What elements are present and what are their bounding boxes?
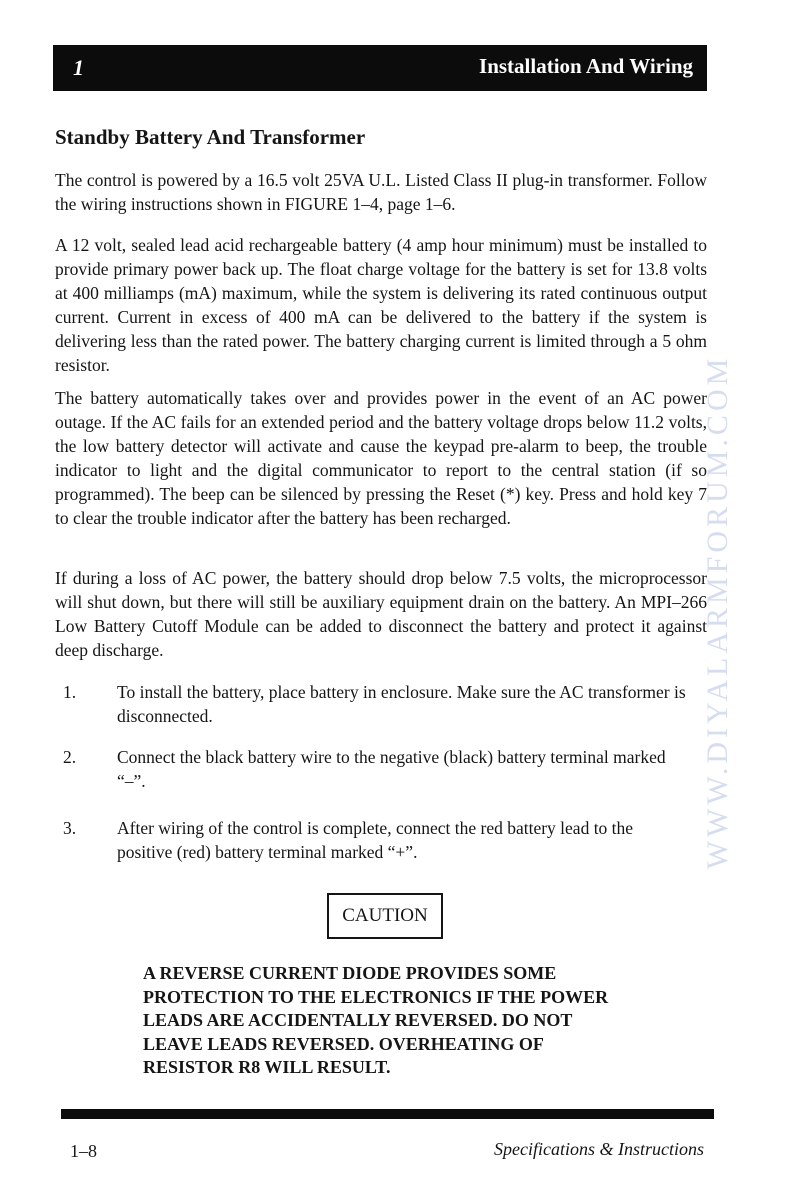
- paragraph-battery-takeover: The battery automatically takes over and provides power in the event of an AC power outage. If the AC fails for an extended period and the battery voltage drops below 11.2 volts, the low battery detector will activate and cause the keypad pre-alarm to beep, the trouble indicator to light and the digital communicator to report to the central station (if so programmed). The beep can be silenced by pressing the Reset (*) key. Press and hold key 7 to clear the trouble indicator after the battery has been recharged.: [55, 388, 707, 528]
- step-text: After wiring of the control is complete, connect the red battery lead to the positive (red) battery terminal marked “+”.: [117, 818, 634, 862]
- step-number: 2.: [63, 747, 77, 767]
- chapter-header-bar: [53, 45, 707, 91]
- footer-divider: [61, 1109, 714, 1119]
- footer-title: Specifications & Instructions: [494, 1139, 704, 1159]
- caution-label-box: CAUTION: [327, 893, 443, 939]
- page-number: 1–8: [70, 1141, 97, 1161]
- step-number: 1.: [63, 682, 77, 702]
- step-text: Connect the black battery wire to the negative (black) battery terminal marked “–”.: [117, 747, 666, 791]
- paragraph-transformer: The control is powered by a 16.5 volt 25VA U.L. Listed Class II plug-in transformer. Follow the wiring instructions shown in FIGURE 1–4, page 1–6.: [55, 170, 707, 214]
- chapter-number: 1: [73, 55, 84, 80]
- watermark-text: WWW.DIYALARMFORUM.COM: [701, 354, 734, 870]
- paragraph-battery-spec: A 12 volt, sealed lead acid rechargeable battery (4 amp hour minimum) must be installed to provide primary power back up. The float charge voltage for the battery is set for 13.8 volts at 400 milliamps (mA) maximum, while the system is delivering its rated continuous output current. Current in excess of 400 mA can be delivered to the battery if the system is delivering less than the rated power. The battery charging current is limited through a 5 ohm resistor.: [55, 235, 707, 375]
- chapter-title: Installation And Wiring: [479, 54, 693, 78]
- section-title: Standby Battery And Transformer: [55, 125, 366, 149]
- caution-warning-text: A REVERSE CURRENT DIODE PROVIDES SOME PROTECTION TO THE ELECTRONICS IF THE POWER LEADS ARE ACCIDENTALLY REVERSED. DO NOT LEAVE LEADS REVERSED. OVERHEATING OF RESISTOR R8 WILL RESULT.: [143, 963, 609, 1077]
- paragraph-low-voltage: If during a loss of AC power, the battery should drop below 7.5 volts, the microprocessor will shut down, but there will still be auxiliary equipment drain on the battery. An MPI–266 Low Battery Cutoff Module can be added to disconnect the battery and protect it against deep discharge.: [55, 568, 707, 660]
- step-text: To install the battery, place battery in enclosure. Make sure the AC transformer is disconnected.: [117, 682, 686, 726]
- step-number: 3.: [63, 818, 77, 838]
